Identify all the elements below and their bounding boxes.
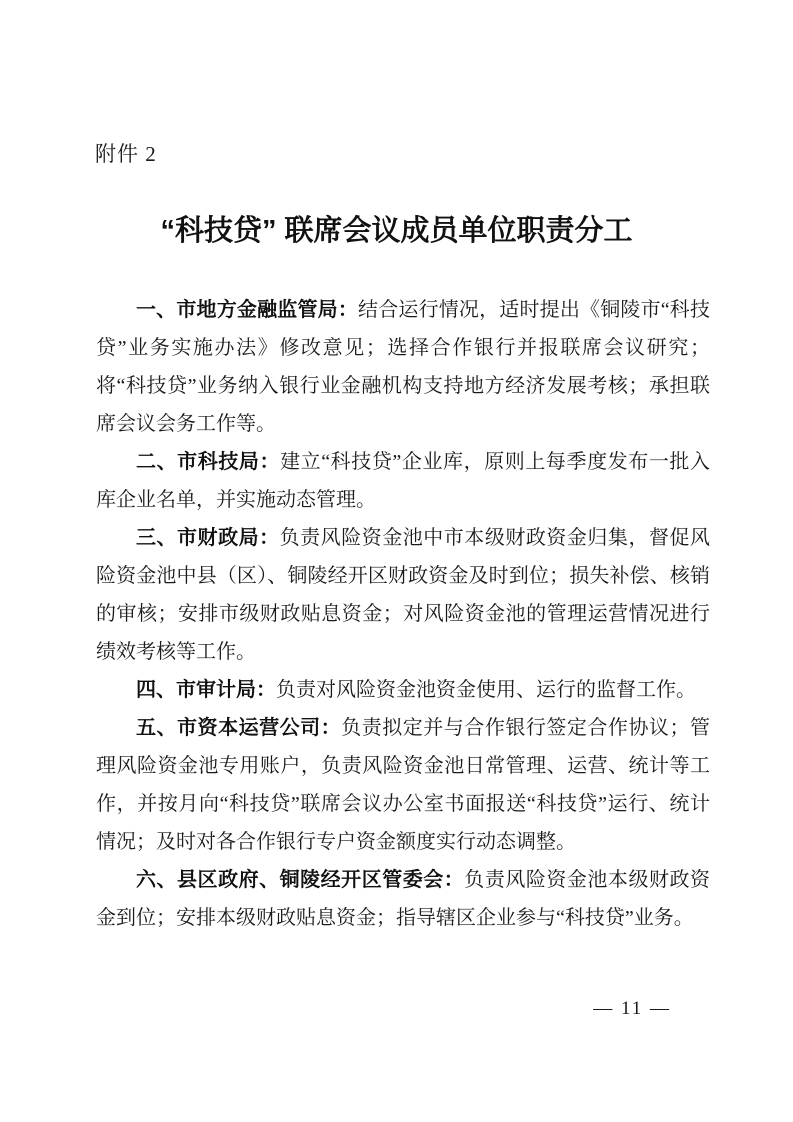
document-title: “科技贷” 联席会议成员单位职责分工 [160,215,633,247]
paragraph-3-lead: 三、市财政局： [136,527,280,549]
paragraph-2-lead: 二、市科技局： [136,451,281,473]
paragraph-3 [96,519,710,671]
paragraph-4-lead: 四、市审计局： [136,679,276,701]
paragraph-2 [96,443,710,519]
page-number: — 11 — [593,998,671,1019]
paragraph-1-lead: 一、市地方金融监管局： [136,299,359,321]
paragraph-1-text: 结合运行情况，适时提出《铜陵市“科技贷”业务实施办法》修改意见；选择合作银行并报联席会议研究；将“科技贷”业务纳入银行业金融机构支持地方经济发展考核；承担联席会议会务工作等。 [96,299,710,435]
paragraph-3-text: 负责风险资金池中市本级财政资金归集，督促风险资金池中县（区）、铜陵经开区财政资金及时到位；损失补偿、核销的审核；安排市级财政贴息资金；对风险资金池的管理运营情况进行绩效考核等工作。 [96,527,711,663]
paragraph-2-text: 建立“科技贷”企业库，原则上每季度发布一批入库企业名单，并实施动态管理。 [96,451,710,511]
paragraph-4 [96,671,710,709]
paragraph-1 [96,291,710,443]
document-body [96,291,710,937]
paragraph-6-text: 负责风险资金池本级财政资金到位；安排本级财政贴息资金；指导辖区企业参与“科技贷”业务。 [96,869,711,929]
attachment-label: 附件 2 [95,142,157,166]
paragraph-5 [96,709,710,861]
paragraph-6-lead: 六、县区政府、铜陵经开区管委会： [136,869,465,891]
paragraph-6 [96,861,710,937]
paragraph-4-text: 负责对风险资金池资金使用、运行的监督工作。 [276,679,696,701]
paragraph-5-lead: 五、市资本运营公司： [136,717,342,739]
paragraph-5-text: 负责拟定并与合作银行签定合作协议；管理风险资金池专用账户，负责风险资金池日常管理、运营、统计等工作，并按月向“科技贷”联席会议办公室书面报送“科技贷”运行、统计情况；及时对各合作银行专户资金额度实行动态调整。 [96,717,711,853]
